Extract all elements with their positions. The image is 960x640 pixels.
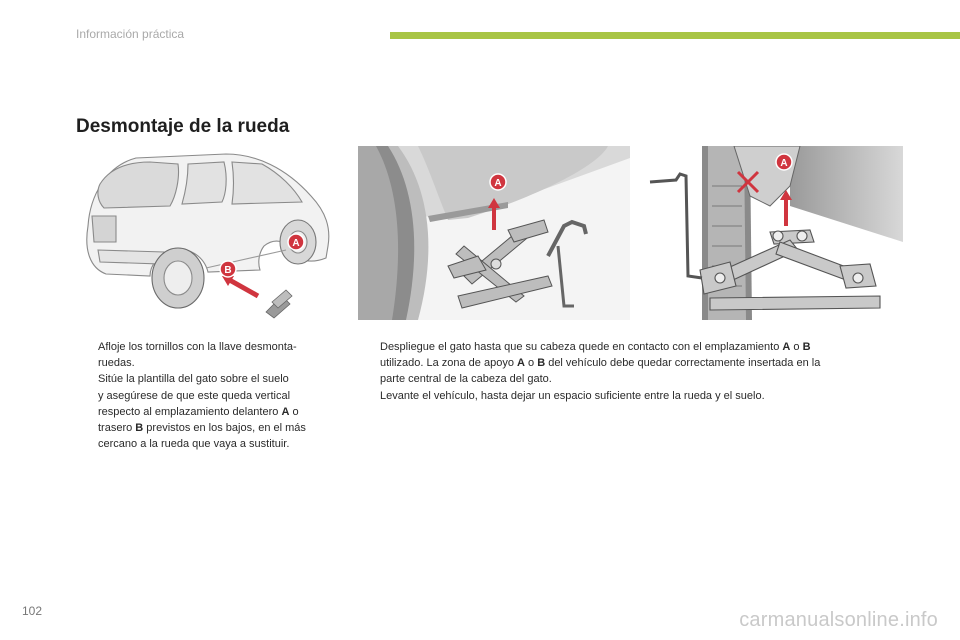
instruction-item bbox=[76, 339, 338, 371]
instruction-text: previstos en los bajos, en el más cercano a la rueda que vaya a sustituir. bbox=[98, 422, 306, 451]
instruction-text: Levante el vehículo, hasta dejar un espacio suficiente entre la rueda y el suelo. bbox=[380, 389, 765, 402]
point-b-ref: B bbox=[135, 422, 144, 435]
page-number: 102 bbox=[22, 604, 43, 618]
instruction-text: Despliegue el gato hasta que su cabeza quede en contacto con el emplazamiento bbox=[380, 341, 783, 353]
instruction-text: Afloje los tornillos con la llave desmonta- ruedas. bbox=[98, 341, 297, 370]
left-instructions bbox=[76, 339, 338, 452]
jack-head-detail-illustration bbox=[640, 146, 903, 320]
instruction-item bbox=[358, 339, 893, 388]
instruction-text: o bbox=[524, 357, 538, 370]
marker-a-label: A bbox=[292, 238, 300, 249]
page-title: Desmontaje de la rueda bbox=[76, 116, 290, 137]
instruction-text: Sitúe la plantilla del gato sobre el suelo y asegúrese de que este queda vertical respecto al emplazamiento delantero bbox=[98, 373, 291, 418]
instruction-text: utilizado. La zona de apoyo bbox=[380, 357, 514, 370]
marker-a-label: A bbox=[494, 178, 502, 189]
marker-a-label: A bbox=[780, 158, 788, 169]
marker-b-label: B bbox=[224, 265, 232, 276]
point-a-ref: A bbox=[782, 341, 791, 353]
point-b-ref: B bbox=[537, 357, 546, 370]
section-accent-bar bbox=[390, 32, 960, 39]
section-header: Información práctica bbox=[76, 27, 185, 41]
jack-under-sill-illustration bbox=[358, 146, 630, 320]
instruction-text: del vehículo debe quedar correctamente insertada en la parte central de la cabeza del gato. bbox=[380, 357, 821, 386]
point-b-ref: B bbox=[802, 341, 811, 353]
instruction-item bbox=[358, 388, 893, 404]
instruction-item bbox=[76, 371, 338, 452]
point-a-ref: A bbox=[517, 357, 525, 370]
instruction-text: o bbox=[790, 341, 803, 353]
instruction-text: o trasero bbox=[98, 405, 299, 435]
watermark: carmanualsonline.info bbox=[739, 609, 938, 631]
point-a-ref: A bbox=[281, 405, 290, 418]
car-jack-points-illustration bbox=[76, 146, 338, 322]
right-instructions bbox=[358, 339, 893, 404]
